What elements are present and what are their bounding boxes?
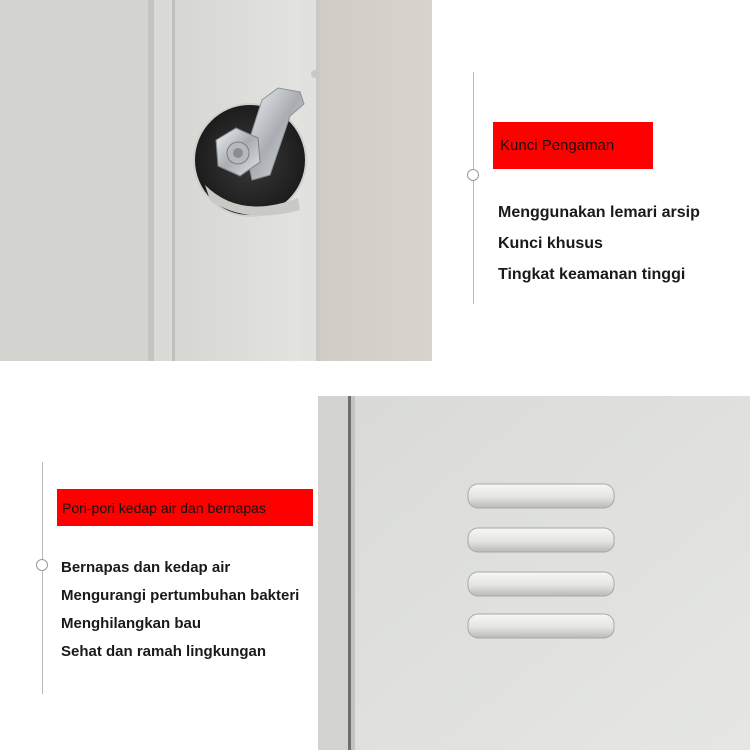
feature-list — [61, 557, 299, 669]
timeline-line — [473, 72, 474, 304]
lock-photo — [0, 0, 432, 361]
section-title-badge: Pori-pori kedap air dan bernapas — [57, 489, 313, 526]
vent-louver-icon — [318, 396, 750, 750]
feature-item: Menggunakan lemari arsip — [498, 204, 700, 221]
feature-list — [498, 200, 700, 293]
feature-item: Menghilangkan bau — [61, 615, 202, 632]
timeline-dot — [467, 169, 479, 181]
vent-photo — [318, 396, 750, 750]
timeline-dot — [36, 559, 48, 571]
timeline-line — [42, 462, 43, 694]
feature-item: Bernapas dan kedap air — [61, 559, 231, 576]
feature-item: Tingkat keamanan tinggi — [498, 266, 686, 283]
feature-item: Kunci khusus — [498, 235, 603, 252]
section-title-badge: Kunci Pengaman — [493, 122, 653, 169]
feature-item: Sehat dan ramah lingkungan — [61, 643, 267, 660]
feature-item: Mengurangi pertumbuhan bakteri — [61, 587, 300, 604]
cam-lock-icon — [0, 0, 432, 361]
